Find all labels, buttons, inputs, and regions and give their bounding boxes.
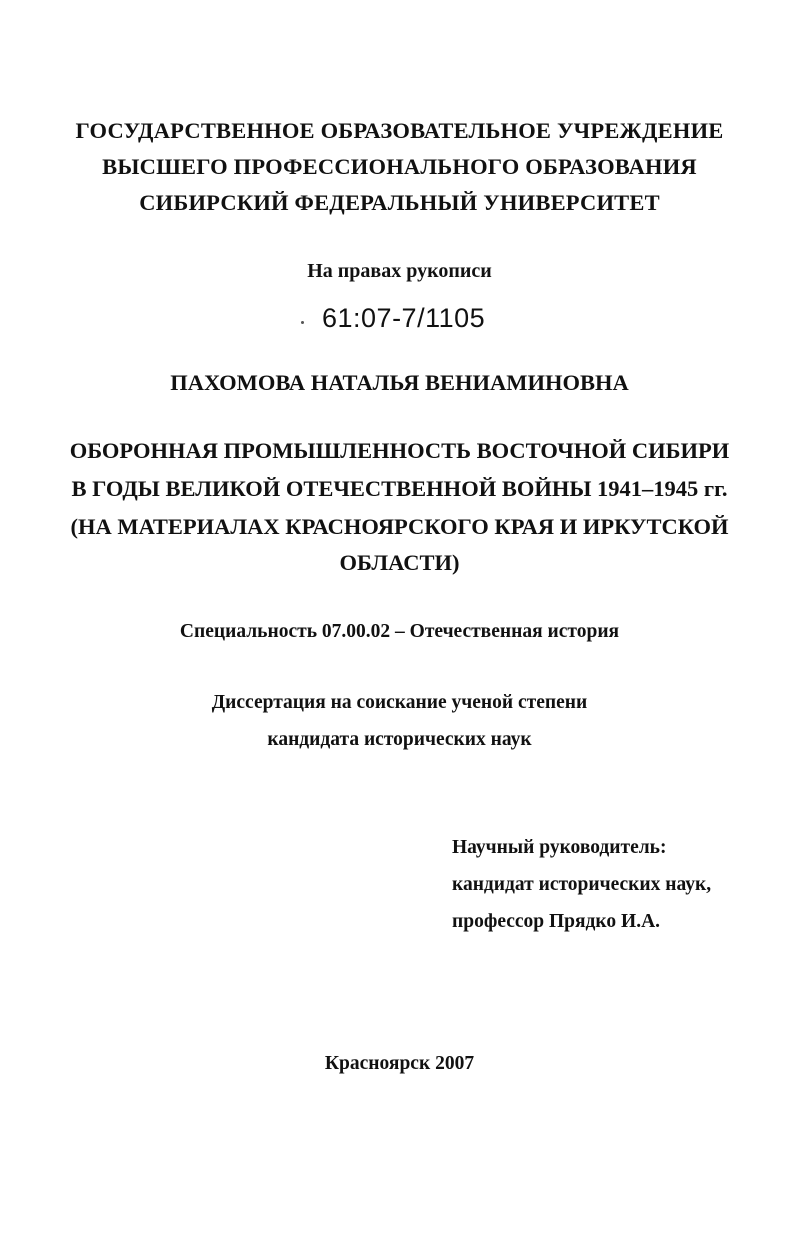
supervisor-degree: кандидат исторических наук,: [452, 874, 712, 895]
supervisor-name: профессор Прядко И.А.: [452, 911, 661, 932]
author-name: ПАХОМОВА НАТАЛЬЯ ВЕНИАМИНОВНА: [170, 370, 629, 395]
dissertation-title-line-4: ОБЛАСТИ): [339, 550, 460, 575]
supervisor-label: Научный руководитель:: [452, 837, 667, 858]
institution-line-2: ВЫСШЕГО ПРОФЕССИОНАЛЬНОГО ОБРАЗОВАНИЯ: [102, 154, 697, 179]
degree-line-2: кандидата исторических наук: [267, 729, 532, 750]
scan-speck: [301, 321, 304, 324]
manuscript-note: На правах рукописи: [307, 260, 492, 282]
catalog-code: 61:07-7/1105: [322, 303, 486, 333]
institution-line-1: ГОСУДАРСТВЕННОЕ ОБРАЗОВАТЕЛЬНОЕ УЧРЕЖДЕНИЕ: [75, 118, 724, 143]
degree-line-1: Диссертация на соискание ученой степени: [211, 692, 588, 713]
specialty: Специальность 07.00.02 – Отечественная история: [179, 621, 620, 642]
dissertation-title-line-3: (НА МАТЕРИАЛАХ КРАСНОЯРСКОГО КРАЯ И ИРКУТСКОЙ: [70, 514, 729, 539]
place-and-year: Красноярск 2007: [324, 1053, 475, 1074]
dissertation-title-line-2: В ГОДЫ ВЕЛИКОЙ ОТЕЧЕСТВЕННОЙ ВОЙНЫ 1941–1945 гг.: [71, 476, 728, 501]
dissertation-title-line-1: ОБОРОННАЯ ПРОМЫШЛЕННОСТЬ ВОСТОЧНОЙ СИБИРИ: [69, 438, 730, 463]
institution-line-3: СИБИРСКИЙ ФЕДЕРАЛЬНЫЙ УНИВЕРСИТЕТ: [139, 190, 660, 215]
